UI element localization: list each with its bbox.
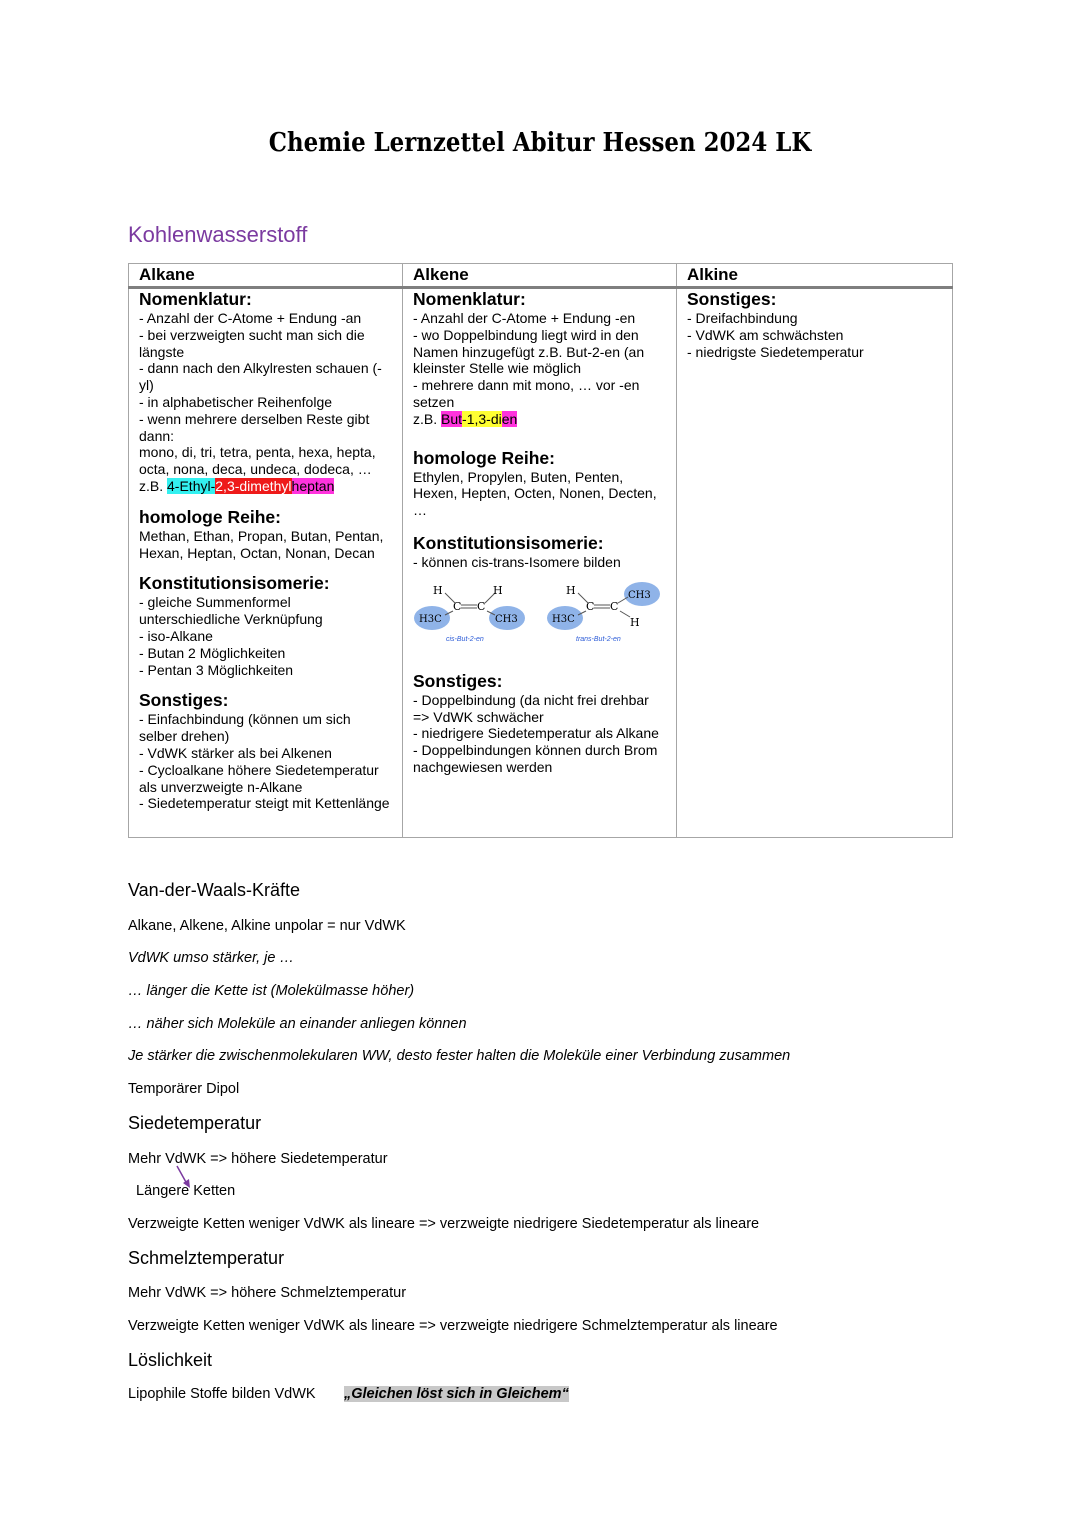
table-body-row xyxy=(129,288,953,838)
page-title: Chemie Lernzettel Abitur Hessen 2024 LK xyxy=(268,128,812,158)
cell-alkene xyxy=(403,288,677,838)
loes-quote: „Gleichen löst sich in Gleichem“ xyxy=(344,1386,569,1402)
alkane-homologe-text: Methan, Ethan, Propan, Butan, Pentan, Hexan, Heptan, Octan, Nonan, Decan xyxy=(139,527,384,561)
molecule-caption: trans-But-2-en xyxy=(576,635,621,643)
atom-label: C xyxy=(610,599,619,613)
cell-alkine xyxy=(677,288,953,838)
molecule-caption: cis-But-2-en xyxy=(446,635,484,643)
alkene-sonst-title: Sonstiges: xyxy=(413,670,503,691)
section-heading-kohlenwasserstoff: Kohlenwasserstoff xyxy=(128,222,308,247)
vdw-line: … länger die Kette ist (Molekülmasse höher) xyxy=(128,983,415,999)
alkene-nomenklatur-title: Nomenklatur: xyxy=(413,289,526,309)
alkane-sonst-line: - Cycloalkane höhere Siedetemperatur als unverzweigte n-Alkane xyxy=(139,761,379,795)
example-part-dash: - xyxy=(210,477,216,494)
alkane-nom-line: - bei verzweigten sucht man sich die längste xyxy=(139,326,365,360)
schmelz-line: Mehr VdWK => höhere Schmelztemperatur xyxy=(128,1285,407,1301)
section-heading-vdw: Van-der-Waals-Kräfte xyxy=(128,880,301,900)
alkine-sonst-line: - Dreifachbindung xyxy=(687,310,798,326)
vdw-line: VdWK umso stärker, je … xyxy=(128,950,294,966)
atom-label: C xyxy=(586,599,595,613)
atom-label: CH3 xyxy=(495,613,518,625)
alkine-sonst-line: - niedrigste Siedetemperatur xyxy=(687,343,864,360)
siede-line: Längere Ketten xyxy=(136,1183,236,1199)
section-heading-loeslichkeit: Löslichkeit xyxy=(128,1350,213,1370)
vdw-line: Temporärer Dipol xyxy=(128,1081,240,1097)
alkane-nom-line: - in alphabetischer Reihenfolge xyxy=(139,393,333,410)
alkene-nom-line: - wo Doppelbindung liegt wird in den Namen hinzugefügt z.B. But-2-en (an kleinster Stelle wie möglich xyxy=(413,326,645,377)
col-header-alkene: Alkene xyxy=(403,264,677,288)
alkene-nom-line: - Anzahl der C-Atome + Endung -en xyxy=(413,310,636,326)
atom-label: H3C xyxy=(552,613,575,625)
alkane-sonst-line: - Siedetemperatur steigt mit Kettenlänge xyxy=(139,795,390,812)
cis-trans-isomers-svg xyxy=(413,581,673,651)
vdw-line: Je stärker die zwischenmolekularen WW, desto fester halten die Moleküle einer Verbindung zusammen xyxy=(128,1048,791,1064)
alkene-example xyxy=(413,411,666,428)
example-part-dimethyl: 2,3-dimethyl xyxy=(215,477,292,494)
isomer-diagrams xyxy=(413,581,666,661)
alkane-nom-line: - dann nach den Alkylresten schauen (-yl) xyxy=(139,360,382,394)
table-header-row xyxy=(129,264,953,288)
alkene-konst-title: Konstitutionsisomerie: xyxy=(413,532,604,553)
alkane-nom-line: mono, di, tri, tetra, penta, hexa, hepta, octa, nona, deca, undeca, dodeca, … xyxy=(139,444,376,478)
alkane-konst-line: - Pentan 3 Möglichkeiten xyxy=(139,661,294,678)
alkane-nom-line: - Anzahl der C-Atome + Endung -an xyxy=(139,310,362,326)
atom-label: H xyxy=(630,615,640,629)
section-heading-schmelztemperatur: Schmelztemperatur xyxy=(128,1248,285,1268)
cell-alkane xyxy=(129,288,403,838)
example-part-but: But xyxy=(441,410,463,427)
alkane-konst-line: - Butan 2 Möglichkeiten xyxy=(139,644,286,661)
section-heading-siedetemperatur: Siedetemperatur xyxy=(128,1113,262,1133)
alkane-example xyxy=(139,478,392,495)
alkine-sonst-title: Sonstiges: xyxy=(687,289,777,309)
atom-label: H xyxy=(566,583,576,597)
example-part-13di: 1,3-di xyxy=(466,410,502,427)
col-header-alkine: Alkine xyxy=(677,264,953,288)
alkine-sonst-line: - VdWK am schwächsten xyxy=(687,326,844,343)
loes-line: Lipophile Stoffe bilden VdWK xyxy=(128,1386,316,1402)
alkane-sonst-line: - VdWK stärker als bei Alkenen xyxy=(139,744,332,761)
vdw-line: Alkane, Alkene, Alkine unpolar = nur VdWK xyxy=(128,918,406,934)
alkane-nom-line: - wenn mehrere derselben Reste gibt dann: xyxy=(139,410,370,444)
vdw-line: … näher sich Moleküle an einander anliegen können xyxy=(128,1016,467,1032)
atom-label: H3C xyxy=(419,613,442,625)
atom-label: H xyxy=(433,583,443,597)
alkane-homologe-title: homologe Reihe: xyxy=(139,506,281,527)
alkene-homologe-title: homologe Reihe: xyxy=(413,447,555,468)
alkene-sonst-line: - Doppelbindungen können durch Brom nachgewiesen werden xyxy=(413,742,658,775)
alkene-nom-line: - mehrere dann mit mono, … vor -en setzen xyxy=(413,377,640,410)
alkane-konst-title: Konstitutionsisomerie: xyxy=(139,573,330,594)
example-part-en: en xyxy=(501,410,518,427)
trans-but-2-en-molecule xyxy=(547,582,660,643)
alkane-konst-line: - iso-Alkane xyxy=(139,627,213,644)
example-part-dash: - xyxy=(462,410,467,427)
cis-but-2-en-molecule xyxy=(414,584,525,643)
atom-label: C xyxy=(477,599,486,613)
alkene-homologe-text: Ethylen, Propylen, Buten, Penten, Hexen, Hepten, Octen, Nonen, Decten, … xyxy=(413,468,657,519)
hydrocarbon-table xyxy=(128,263,953,838)
col-header-alkane: Alkane xyxy=(129,264,403,288)
siede-line: Verzweigte Ketten weniger VdWK als lineare => verzweigte niedrigere Siedetemperatur als lineare xyxy=(128,1216,760,1232)
alkene-konst-line: - können cis-trans-Isomere bilden xyxy=(413,553,621,570)
schmelz-line: Verzweigte Ketten weniger VdWK als lineare => verzweigte niedrigere Schmelztemperatur als lineare xyxy=(128,1318,778,1334)
alkene-sonst-line: - niedrigere Siedetemperatur als Alkane xyxy=(413,725,659,742)
atom-label: H xyxy=(493,583,503,597)
alkane-nomenklatur-title: Nomenklatur: xyxy=(139,289,252,309)
example-part-heptan: heptan xyxy=(291,477,335,494)
example-prefix: z.B. xyxy=(139,477,168,494)
siede-line: Mehr VdWK => höhere Siedetemperatur xyxy=(128,1151,388,1167)
alkane-sonst-line: - Einfachbindung (können um sich selber drehen) xyxy=(139,711,351,745)
atom-label: CH3 xyxy=(628,589,651,601)
alkane-konst-line: - gleiche Summenformel unterschiedliche Verknüpfung xyxy=(139,594,323,628)
alkane-sonst-title: Sonstiges: xyxy=(139,690,229,711)
alkene-sonst-line: - Doppelbindung (da nicht frei drehbar => VdWK schwächer xyxy=(413,691,649,725)
atom-label: C xyxy=(453,599,462,613)
example-part-ethyl: 4-Ethyl xyxy=(167,477,211,494)
example-prefix: z.B. xyxy=(413,410,442,427)
